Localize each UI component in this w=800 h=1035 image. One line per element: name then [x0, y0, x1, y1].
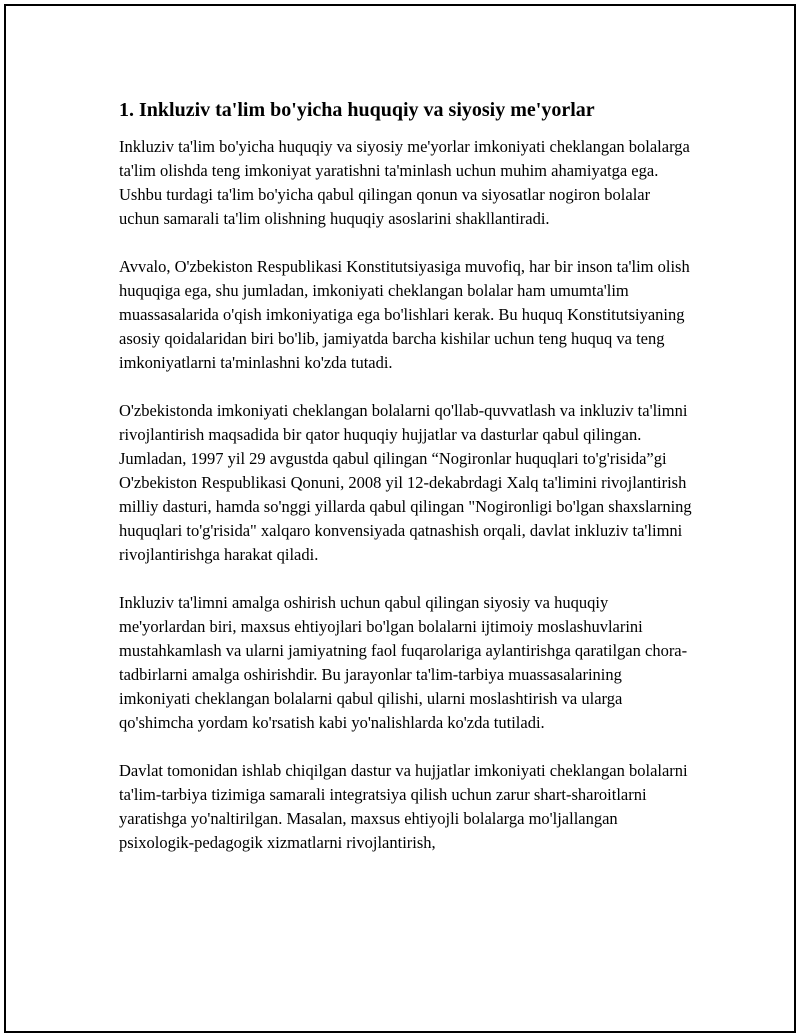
document-body: [119, 96, 694, 879]
paragraph-4: Inkluziv ta'limni amalga oshirish uchun qabul qilingan siyosiy va huquqiy me'yorlardan biri, maxsus ehtiyojlari bo'lgan bolalarni ijtimoiy moslashuvlarini mustahkamlash va ularni jamiyatning faol fuqarolariga aylantirishga qaratilgan chora-tadbirlarni amalga oshirishdir. Bu jarayonlar ta'lim-tarbiya muassasalarining imkoniyati cheklangan bolalarni qabul qilishi, ularni moslashtirish va ularga qo'shimcha yordam ko'rsatish kabi yo'nalishlarda ko'zda tutiladi.: [119, 593, 688, 732]
paragraph-2: Avvalo, O'zbekiston Respublikasi Konstitutsiyasiga muvofiq, har bir inson ta'lim olish huquqiga ega, shu jumladan, imkoniyati cheklangan bolalar ham umumta'lim muassasalarida o'qish imkoniyatiga ega bo'lishlari kerak. Bu huquq Konstitutsiyaning asosiy qoidalaridan biri bo'lib, jamiyatda barcha kishilar uchun teng huquq va teng imkoniyatlarni ta'minlashni ko'zda tutadi.: [119, 257, 690, 372]
paragraph-3: O'zbekistonda imkoniyati cheklangan bolalarni qo'llab-quvvatlash va inkluziv ta'limni rivojlantirish maqsadida bir qator huquqiy hujjatlar va dasturlar qabul qilingan. Jumladan, 1997 yil 29 avgustda qabul qilingan “Nogironlar huquqlari to'g'risida”gi O'zbekiston Respublikasi Qonuni, 2008 yil 12-dekabrdagi Xalq ta'limini rivojlantirish milliy dasturi, hamda so'nggi yillarda qabul qilingan "Nogironligi bo'lgan shaxslarning huquqlari to'g'risida" xalqaro konvensiyada qatnashish orqali, davlat inkluziv ta'limni rivojlantirishga harakat qiladi.: [119, 401, 692, 564]
paragraph-1: Inkluziv ta'lim bo'yicha huquqiy va siyosiy me'yorlar imkoniyati cheklangan bolalarga ta'lim olishda teng imkoniyat yaratishni ta'minlash uchun muhim ahamiyatga ega. Ushbu turdagi ta'lim bo'yicha qabul qilingan qonun va siyosatlar nogiron bolalar uchun samarali ta'lim olishning huquqiy asoslarini shakllantiradi.: [119, 137, 690, 228]
paragraph-5: Davlat tomonidan ishlab chiqilgan dastur va hujjatlar imkoniyati cheklangan bolalarni ta'lim-tarbiya tizimiga samarali integratsiya qilish uchun zarur shart-sharoitlarni yaratishga yo'naltirilgan. Masalan, maxsus ehtiyojli bolalarga mo'ljallangan psixologik-pedagogik xizmatlarni rivojlantirish,: [119, 761, 688, 852]
document-page: [4, 4, 796, 1033]
section-heading: 1. Inkluziv ta'lim bo'yicha huquqiy va siyosiy me'yorlar: [119, 99, 595, 121]
